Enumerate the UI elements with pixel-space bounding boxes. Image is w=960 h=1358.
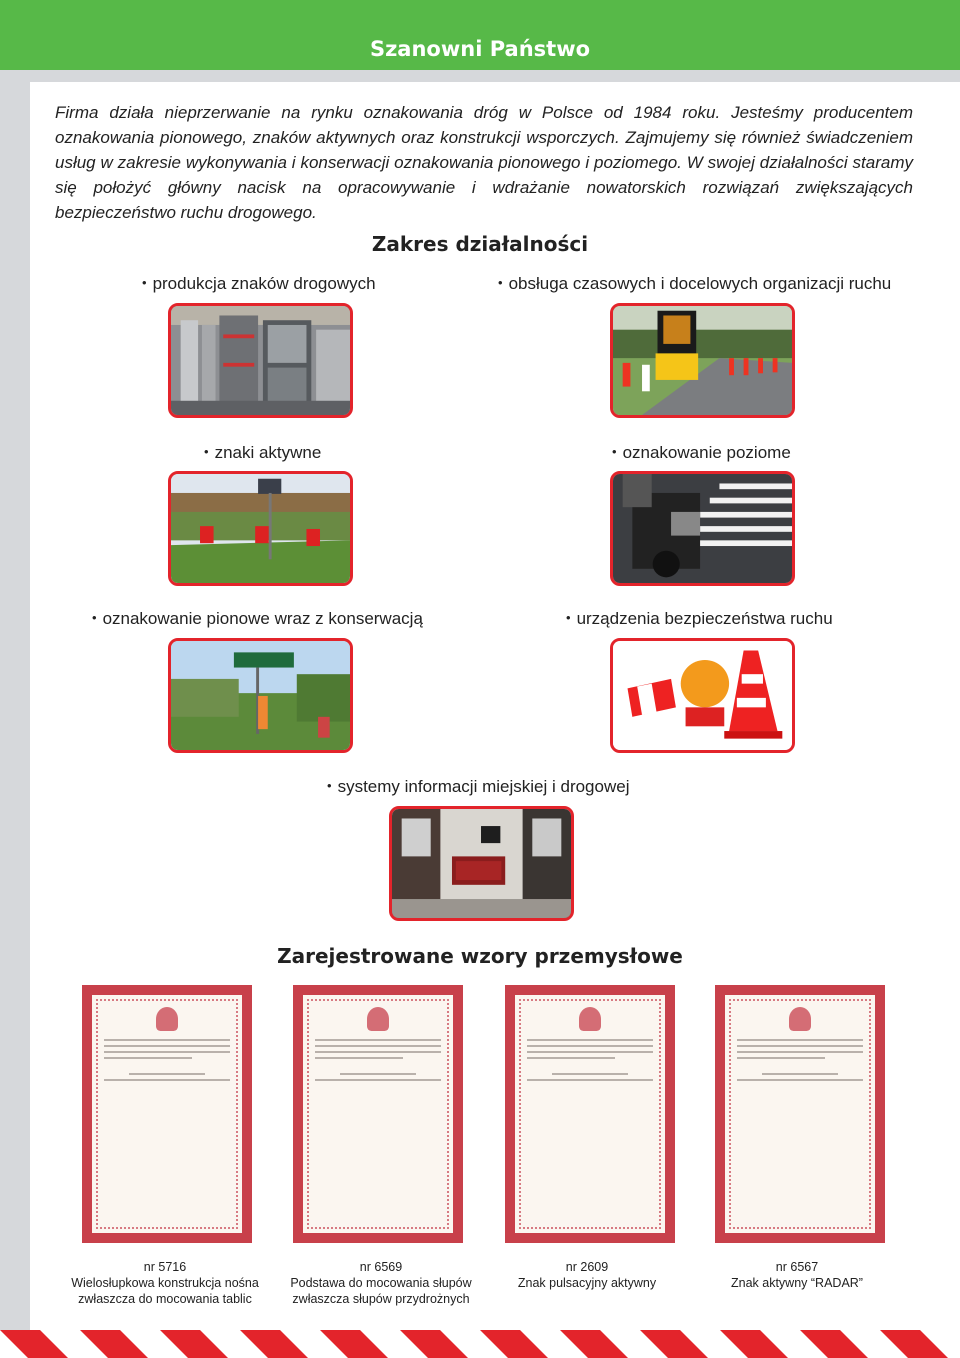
certificate-5716 bbox=[82, 985, 252, 1243]
certificate-caption bbox=[65, 1259, 265, 1307]
certificate-caption bbox=[697, 1259, 897, 1291]
activity-label-horizontal-marking: • oznakowanie poziome bbox=[612, 443, 791, 463]
photo-safety-devices bbox=[610, 638, 795, 753]
activity-label-active-signs: • znaki aktywne bbox=[204, 443, 321, 463]
certificate-number: nr 5716 bbox=[143, 1260, 187, 1274]
certificate-description: Znak pulsacyjny aktywny bbox=[517, 1276, 657, 1290]
certificate-text-lines bbox=[527, 1039, 653, 1059]
side-bar bbox=[0, 82, 30, 1330]
certificate-footer-lines bbox=[737, 1073, 863, 1081]
photo-active-signs bbox=[168, 471, 353, 586]
certificate-description: Wielosłupkowa konstrukcja nośna bbox=[71, 1276, 259, 1290]
page-title: Szanowni Państwo bbox=[369, 37, 591, 61]
certificate-text-lines bbox=[315, 1039, 441, 1059]
certificate-text-lines bbox=[104, 1039, 230, 1059]
certificate-6567 bbox=[715, 985, 885, 1243]
photo-vertical-marking bbox=[168, 638, 353, 753]
activity-label-city-information: • systemy informacji miejskiej i drogowej bbox=[327, 777, 629, 797]
footer-stripes bbox=[0, 1330, 960, 1358]
certificate-footer-lines bbox=[315, 1073, 441, 1081]
certificate-caption bbox=[281, 1259, 481, 1307]
certificate-caption bbox=[487, 1259, 687, 1291]
certificate-description: Podstawa do mocowania słupów bbox=[290, 1276, 472, 1290]
photo-sign-production bbox=[168, 303, 353, 418]
activity-label-traffic-organization: • obsługa czasowych i docelowych organizacji ruchu bbox=[498, 274, 891, 294]
intro-paragraph: Firma działa nieprzerwanie na rynku oznakowania dróg w Polsce od 1984 roku. Jesteśmy producentem oznakowania pionowego, znaków aktywnych oraz konstrukcji wsporczych. Zajmujemy się również świadczeniem usług w zakresie wykonywania i konserwacji oznakowania pionowego i poziomego. W swojej działalności staramy się położyć główny nacisk na opracowywanie i wdrażanie nowatorskich rozwiązań zwiększających bezpieczeństwo ruchu drogowego. bbox=[55, 103, 913, 222]
activity-label-sign-production: • produkcja znaków drogowych bbox=[142, 274, 376, 294]
certificate-description: Znak aktywny “RADAR” bbox=[731, 1276, 863, 1290]
photo-horizontal-marking bbox=[610, 471, 795, 586]
certificate-footer-lines bbox=[104, 1073, 230, 1081]
certificate-2609 bbox=[505, 985, 675, 1243]
certificate-description-2: zwłaszcza słupów przydrożnych bbox=[292, 1292, 470, 1306]
eagle-emblem-icon bbox=[789, 1007, 811, 1031]
certificate-description-2: zwłaszcza do mocowania tablic bbox=[78, 1292, 252, 1306]
certificate-number: nr 6567 bbox=[775, 1260, 819, 1274]
eagle-emblem-icon bbox=[367, 1007, 389, 1031]
certificate-number: nr 2609 bbox=[565, 1260, 609, 1274]
certificate-6569 bbox=[293, 985, 463, 1243]
designs-title: Zarejestrowane wzory przemysłowe bbox=[277, 944, 683, 968]
certificate-number: nr 6569 bbox=[359, 1260, 403, 1274]
certificate-footer-lines bbox=[527, 1073, 653, 1081]
activity-label-vertical-marking: • oznakowanie pionowe wraz z konserwacją bbox=[92, 609, 423, 629]
activities-title: Zakres działalności bbox=[371, 232, 589, 256]
activity-label-safety-devices: • urządzenia bezpieczeństwa ruchu bbox=[566, 609, 833, 629]
photo-city-information bbox=[389, 806, 574, 921]
header-banner bbox=[0, 0, 960, 82]
eagle-emblem-icon bbox=[156, 1007, 178, 1031]
certificate-text-lines bbox=[737, 1039, 863, 1059]
photo-traffic-organization bbox=[610, 303, 795, 418]
eagle-emblem-icon bbox=[579, 1007, 601, 1031]
